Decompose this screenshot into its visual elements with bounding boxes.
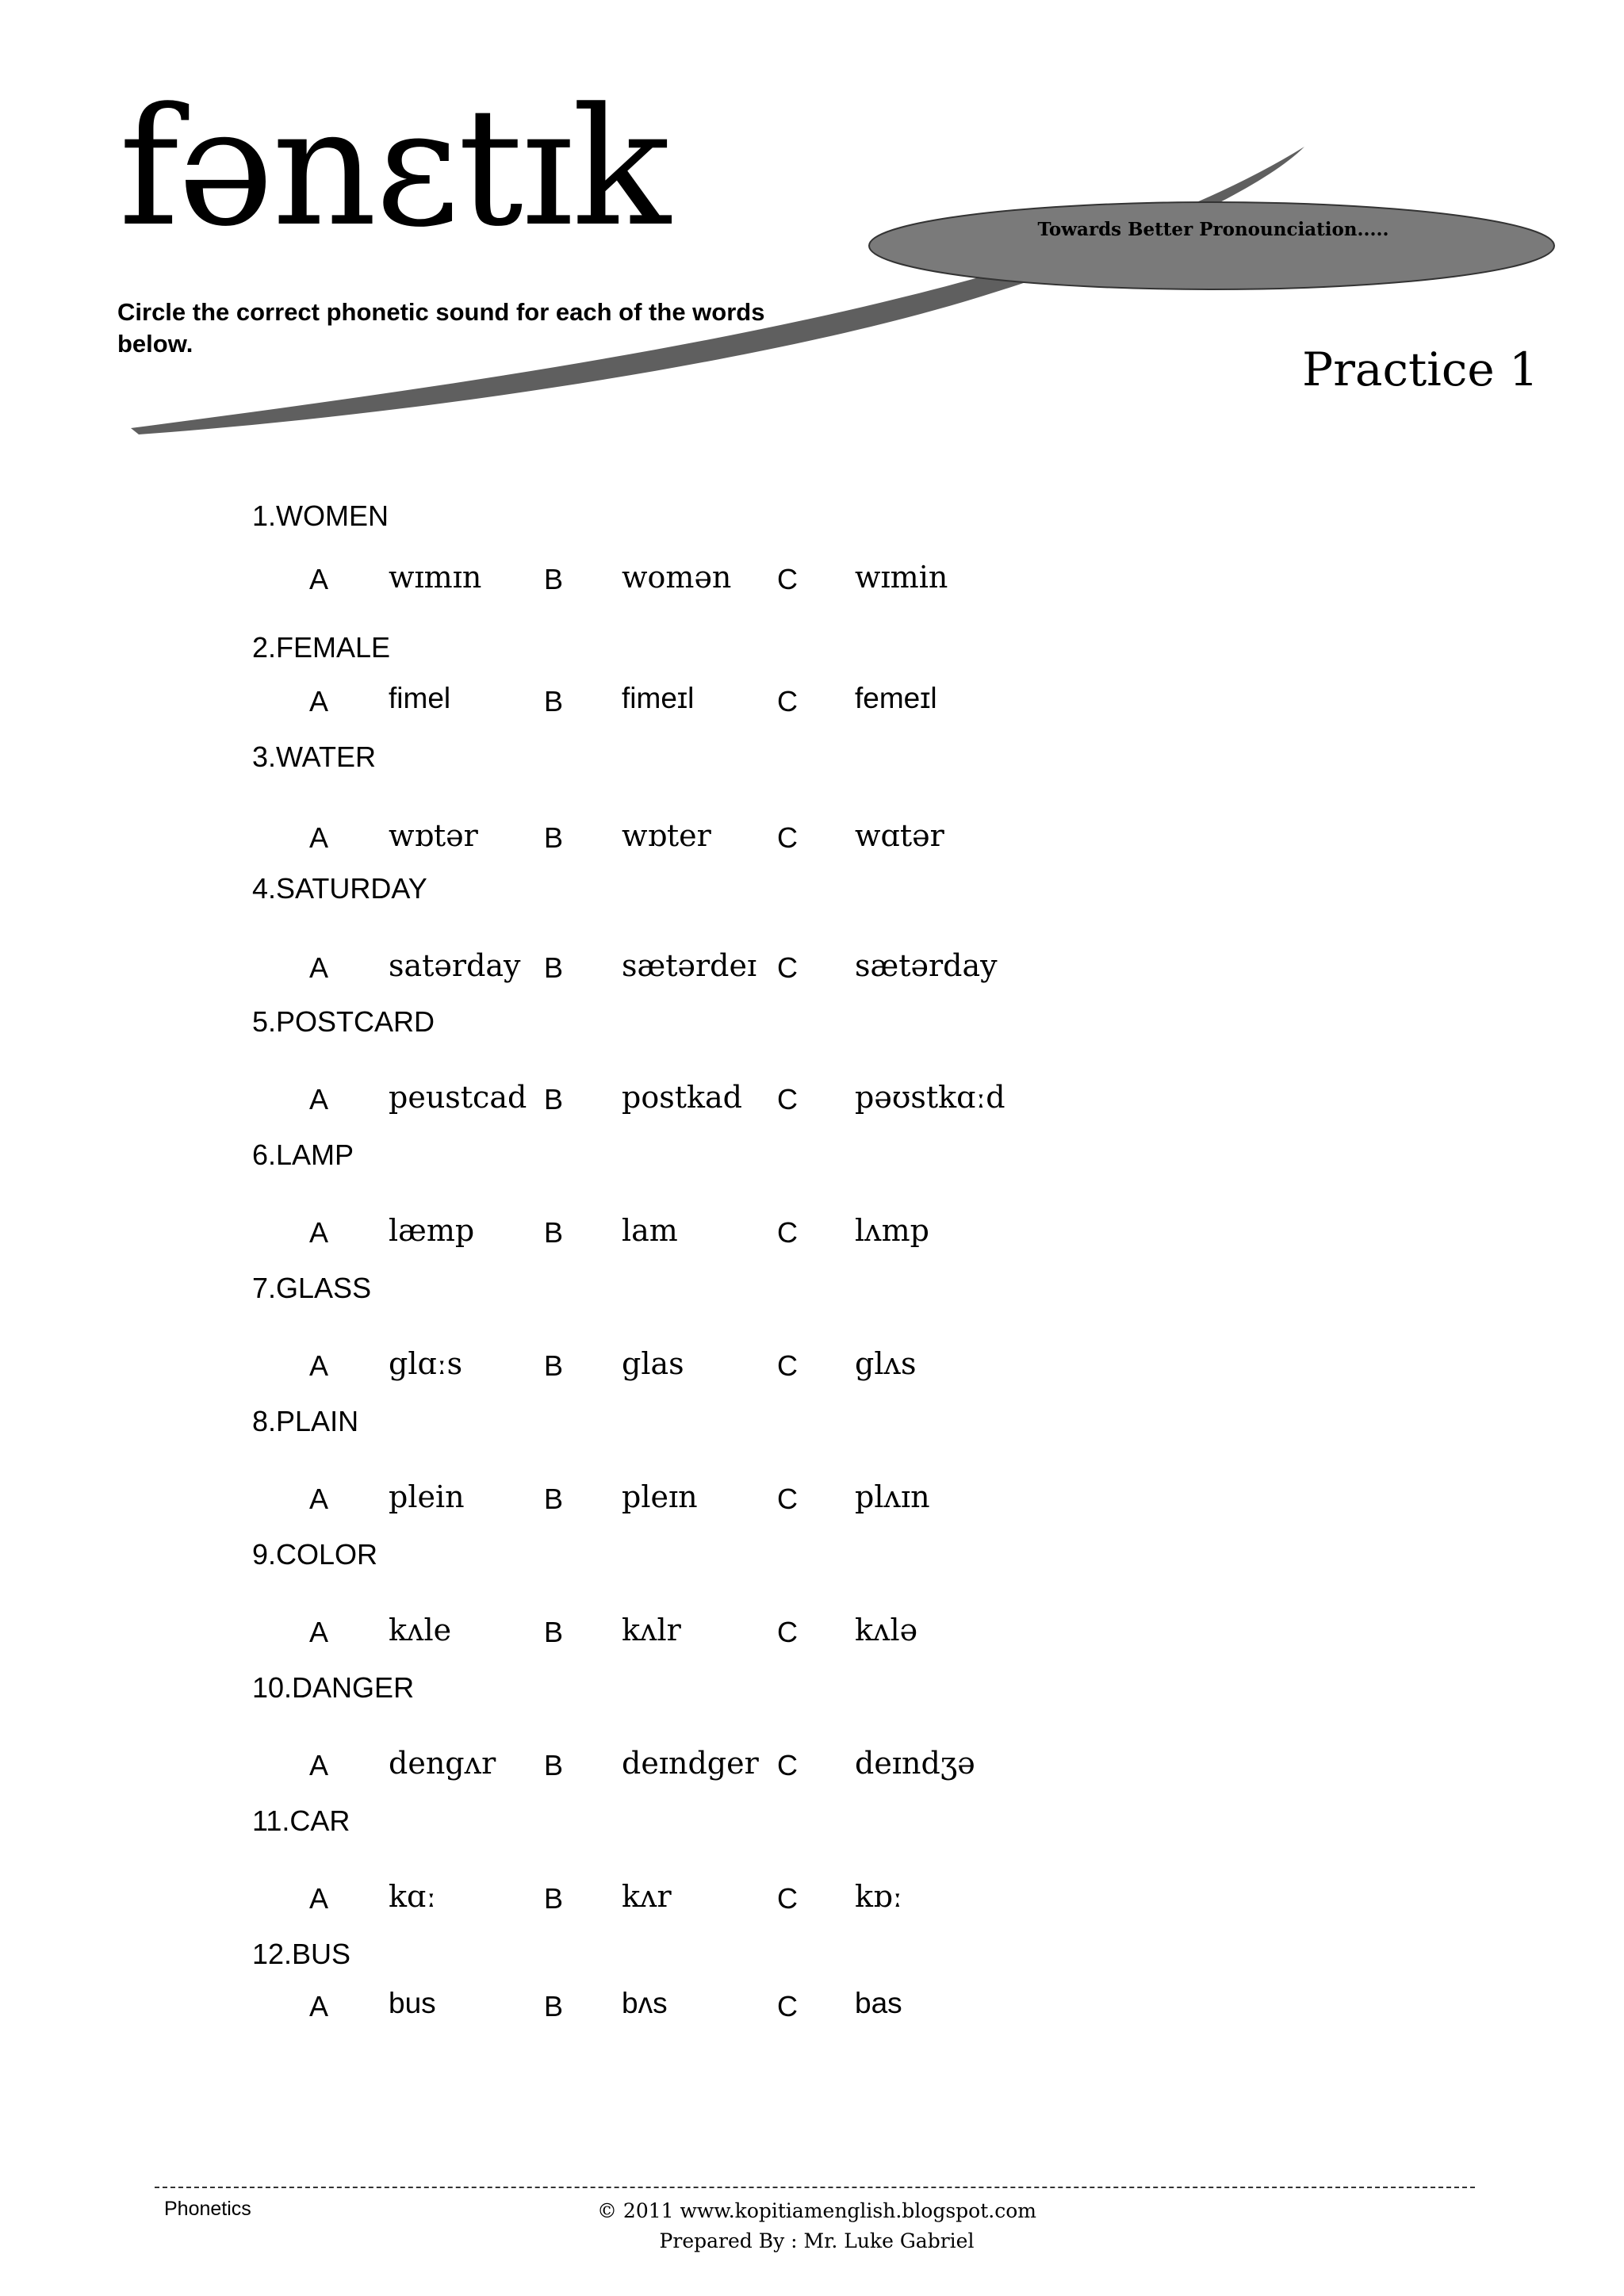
- option-letter-a: A: [309, 951, 329, 984]
- option-transcription-c[interactable]: kʌlə: [855, 1613, 918, 1647]
- option-transcription-a[interactable]: bus: [389, 1987, 436, 2019]
- question-item: [0, 631, 1624, 758]
- option-transcription-a[interactable]: satərday: [389, 948, 521, 983]
- option-letter-c: C: [777, 1483, 798, 1515]
- question-item: [0, 499, 1624, 626]
- option-letter-a: A: [309, 1083, 329, 1115]
- option-letter-c: C: [777, 821, 798, 854]
- option-transcription-b[interactable]: pleɪn: [622, 1479, 698, 1514]
- option-transcription-b[interactable]: glas: [622, 1346, 684, 1381]
- option-transcription-b[interactable]: deɪndger: [622, 1746, 759, 1781]
- question-item: [0, 1272, 1624, 1399]
- option-transcription-a[interactable]: læmp: [389, 1213, 475, 1248]
- question-item: [0, 1005, 1624, 1132]
- option-letter-a: A: [309, 1882, 329, 1915]
- option-transcription-b[interactable]: wɒter: [622, 818, 711, 853]
- option-transcription-c[interactable]: lʌmp: [855, 1213, 929, 1248]
- option-letter-b: B: [544, 1990, 564, 2022]
- option-letter-a: A: [309, 563, 329, 595]
- question-word: 11.CAR: [252, 1804, 350, 1837]
- option-letter-b: B: [544, 951, 564, 984]
- option-transcription-c[interactable]: bas: [855, 1987, 902, 2019]
- option-letter-c: C: [777, 685, 798, 718]
- question-word: 12.BUS: [252, 1938, 351, 1970]
- question-item: [0, 1804, 1624, 1931]
- practice-heading: Practice 1: [1302, 342, 1538, 396]
- question-item: [0, 872, 1624, 999]
- option-letter-b: B: [544, 1349, 564, 1382]
- option-transcription-c[interactable]: wɑtər: [855, 818, 944, 853]
- question-word: 1.WOMEN: [252, 499, 389, 532]
- option-letter-a: A: [309, 821, 329, 854]
- option-letter-c: C: [777, 1216, 798, 1249]
- option-transcription-a[interactable]: glɑːs: [389, 1346, 463, 1381]
- question-item: [0, 740, 1624, 867]
- option-letter-b: B: [544, 685, 564, 718]
- instructions: Circle the correct phonetic sound for each of the words below.: [117, 298, 765, 358]
- question-item: [0, 1405, 1624, 1532]
- option-letter-a: A: [309, 1749, 329, 1781]
- question-word: 6.LAMP: [252, 1138, 354, 1171]
- option-transcription-c[interactable]: sætərday: [855, 948, 998, 983]
- footer-copyright: © 2011 www.kopitiamenglish.blogspot.com: [596, 2199, 1036, 2222]
- option-transcription-b[interactable]: kʌlr: [622, 1613, 681, 1647]
- option-letter-c: C: [777, 563, 798, 595]
- option-letter-b: B: [544, 563, 564, 595]
- option-letter-a: A: [309, 685, 329, 718]
- option-letter-c: C: [777, 951, 798, 984]
- option-letter-b: B: [544, 821, 564, 854]
- tagline: Towards Better Pronounciation.....: [1037, 219, 1389, 240]
- option-letter-a: A: [309, 1616, 329, 1648]
- question-word: 4.SATURDAY: [252, 872, 427, 905]
- question-word: 9.COLOR: [252, 1538, 378, 1571]
- question-word: 10.DANGER: [252, 1671, 415, 1704]
- option-transcription-b[interactable]: postkad: [622, 1080, 742, 1115]
- option-letter-a: A: [309, 1349, 329, 1382]
- option-transcription-c[interactable]: kɒː: [855, 1879, 903, 1914]
- question-word: 5.POSTCARD: [252, 1005, 435, 1038]
- option-letter-c: C: [777, 1083, 798, 1115]
- option-transcription-b[interactable]: lam: [622, 1213, 678, 1248]
- option-transcription-a[interactable]: kʌle: [389, 1613, 452, 1647]
- option-letter-b: B: [544, 1216, 564, 1249]
- page-title: fənɛtɪk: [119, 74, 669, 262]
- option-letter-c: C: [777, 1749, 798, 1781]
- option-transcription-b[interactable]: womən: [622, 560, 732, 595]
- option-letter-b: B: [544, 1882, 564, 1915]
- tagline-ellipse: [869, 202, 1554, 289]
- footer-prepared-by: Prepared By : Mr. Luke Gabriel: [659, 2229, 975, 2252]
- question-word: 3.WATER: [252, 740, 377, 773]
- footer-divider: [155, 2187, 1475, 2188]
- option-letter-c: C: [777, 1349, 798, 1382]
- option-transcription-c[interactable]: deɪndʒə: [855, 1746, 975, 1781]
- option-transcription-a[interactable]: peustcad: [389, 1080, 527, 1115]
- option-transcription-c[interactable]: wɪmin: [855, 560, 948, 595]
- option-transcription-a[interactable]: plein: [389, 1479, 465, 1514]
- footer-subject: Phonetics: [164, 2198, 251, 2220]
- option-letter-a: A: [309, 1216, 329, 1249]
- option-letter-c: C: [777, 1616, 798, 1648]
- option-letter-a: A: [309, 1483, 329, 1515]
- option-letter-a: A: [309, 1990, 329, 2022]
- question-word: 7.GLASS: [252, 1272, 372, 1304]
- option-transcription-c[interactable]: glʌs: [855, 1346, 917, 1381]
- question-item: [0, 1138, 1624, 1265]
- question-word: 2.FEMALE: [252, 631, 391, 664]
- question-item: [0, 1538, 1624, 1665]
- option-transcription-b[interactable]: sætərdeɪ: [622, 948, 757, 983]
- option-transcription-b[interactable]: kʌr: [622, 1879, 672, 1914]
- option-letter-b: B: [544, 1749, 564, 1781]
- option-transcription-b[interactable]: bʌs: [622, 1987, 668, 2019]
- option-transcription-c[interactable]: plʌɪn: [855, 1479, 930, 1514]
- option-transcription-a[interactable]: kɑː: [389, 1879, 437, 1914]
- question-word: 8.PLAIN: [252, 1405, 359, 1437]
- option-transcription-c[interactable]: pəʊstkɑːd: [855, 1080, 1005, 1115]
- option-transcription-c[interactable]: femeɪl: [855, 682, 937, 714]
- option-transcription-a[interactable]: fimel: [389, 682, 451, 714]
- option-letter-c: C: [777, 1882, 798, 1915]
- question-item: [0, 1938, 1624, 2064]
- footer-credits: [555, 2196, 1078, 2256]
- option-letter-b: B: [544, 1483, 564, 1515]
- question-item: [0, 1671, 1624, 1798]
- option-transcription-a[interactable]: dengʌr: [389, 1746, 496, 1781]
- option-transcription-b[interactable]: fimeɪl: [622, 682, 695, 714]
- option-transcription-a[interactable]: wɪmɪn: [389, 560, 482, 595]
- option-transcription-a[interactable]: wɒtər: [389, 818, 478, 853]
- option-letter-c: C: [777, 1990, 798, 2022]
- option-letter-b: B: [544, 1616, 564, 1648]
- option-letter-b: B: [544, 1083, 564, 1115]
